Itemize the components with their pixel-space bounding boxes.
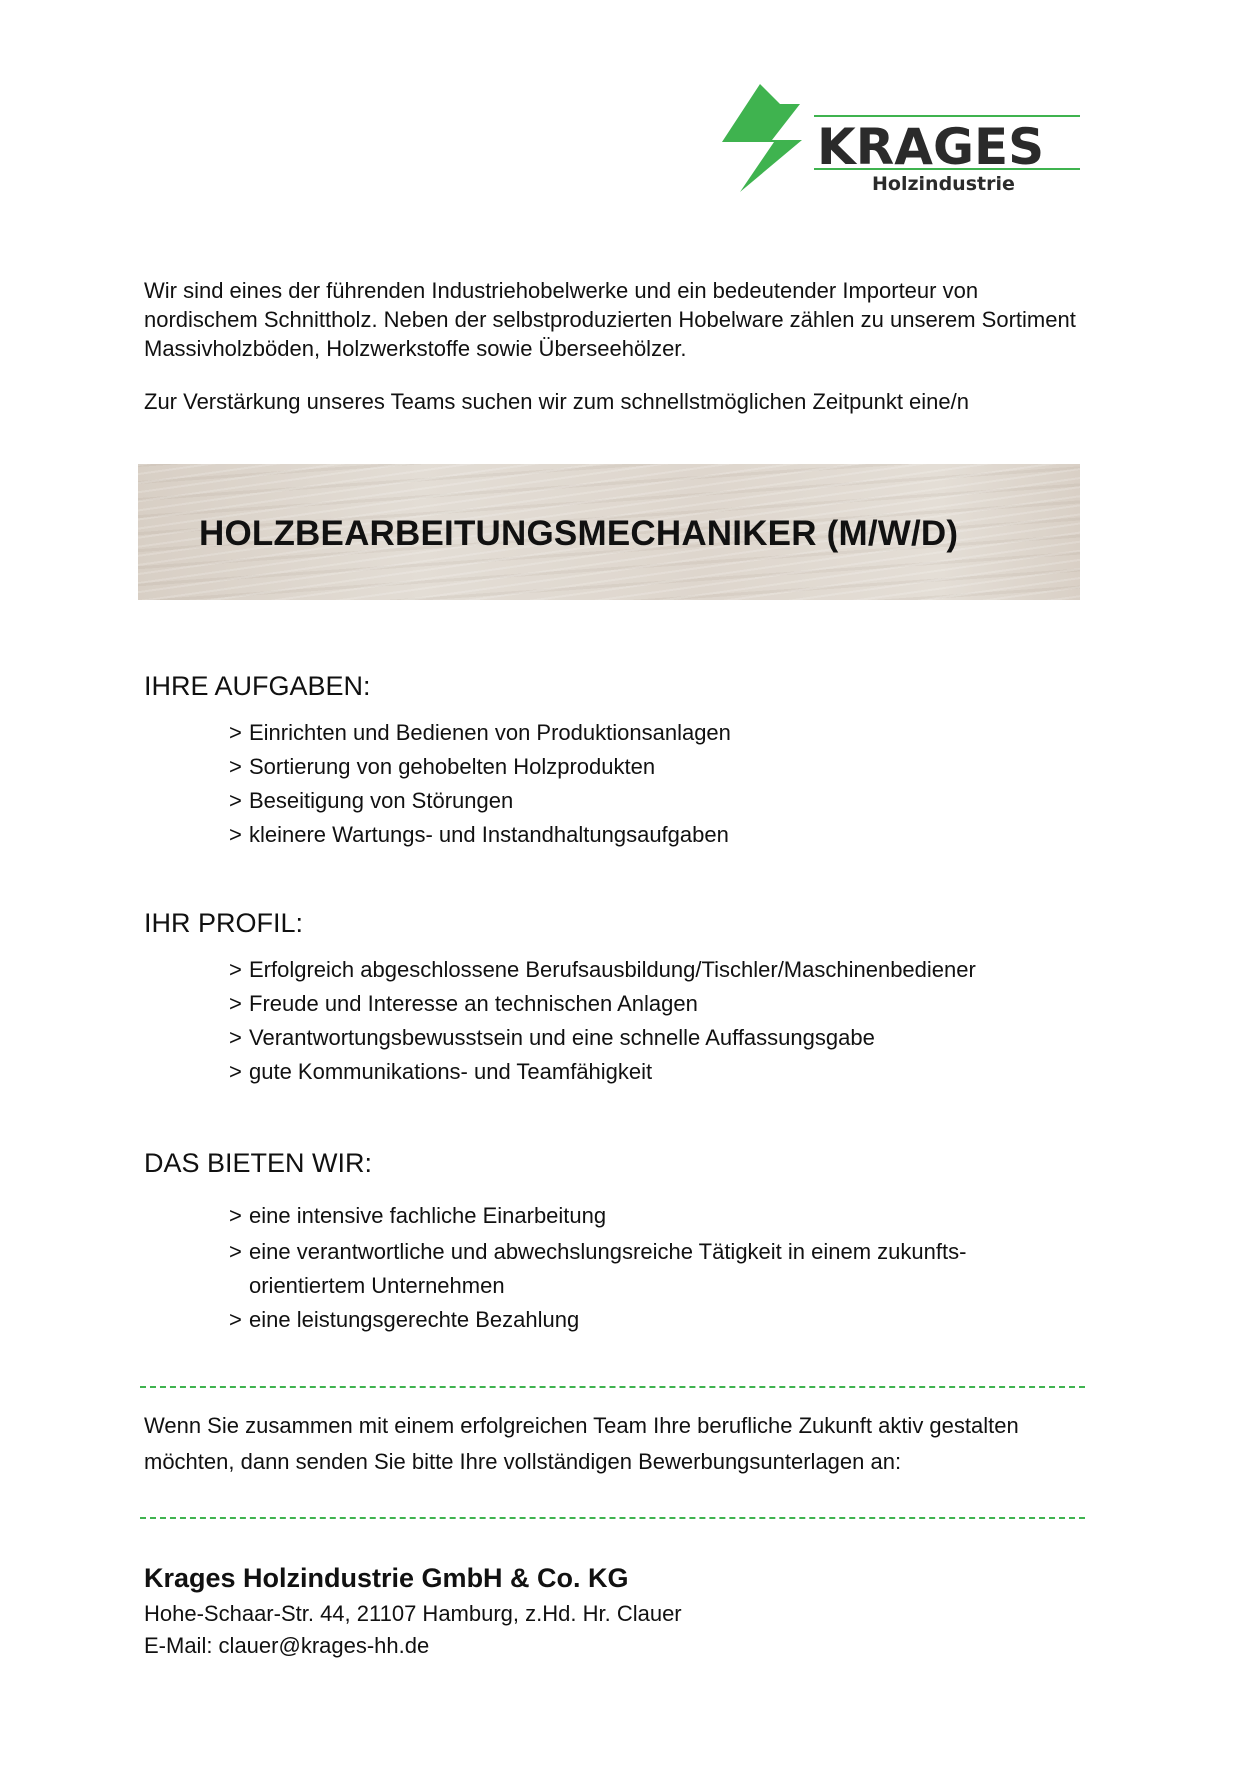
bullet-marker: > <box>229 957 242 982</box>
profile-list <box>229 953 1089 1089</box>
job-title: HOLZBEARBEITUNGSMECHANIKER (M/W/D) <box>199 514 959 553</box>
company-name: Krages Holzindustrie GmbH & Co. KG <box>144 1563 629 1593</box>
company-logo <box>692 82 1082 200</box>
list-item: > eine intensive fachliche Einarbeitung <box>229 1199 1059 1233</box>
krages-logo-mark <box>692 82 1082 200</box>
intro-paragraph-search: Zur Verstärkung unseres Teams suchen wir zum schnellstmöglichen Zeitpunkt eine/n <box>144 389 969 414</box>
list-item: > gute Kommunikations- und Teamfähigkeit <box>229 1055 1089 1089</box>
closing-text: Wenn Sie zusammen mit einem erfolgreichen Team Ihre berufliche Zukunft aktiv gestalten möchten, dann senden Sie bitte Ihre vollständigen Bewerbungsunterlagen an: <box>144 1413 1019 1474</box>
company-address: Hohe-Schaar-Str. 44, 21107 Hamburg, z.Hd. Hr. Clauer <box>144 1601 682 1626</box>
intro-text <box>144 276 1084 440</box>
list-item: > Freude und Interesse an technischen Anlagen <box>229 987 1089 1021</box>
bullet-marker: > <box>229 788 242 813</box>
bullet-marker: > <box>229 1059 242 1084</box>
tasks-list <box>229 716 1089 852</box>
bullet-marker: > <box>229 822 242 847</box>
bullet-marker: > <box>229 754 242 779</box>
logo-brand-text: KRAGES <box>817 118 1045 176</box>
job-title-banner <box>138 464 1080 600</box>
list-item: > Einrichten und Bedienen von Produktionsanlagen <box>229 716 1089 750</box>
bullet-marker: > <box>229 991 242 1016</box>
list-item: > Beseitigung von Störungen <box>229 784 1089 818</box>
list-item: > eine leistungsgerechte Bezahlung <box>229 1303 1059 1337</box>
bullet-marker: > <box>229 1239 242 1264</box>
contact-email: E-Mail: clauer@krages-hh.de <box>144 1633 430 1658</box>
lightning-bolt-icon <box>722 84 802 192</box>
bullet-marker: > <box>229 720 242 745</box>
intro-paragraph-company: Wir sind eines der führenden Industriehobelwerke und ein bedeutender Importeur von nordischem Schnittholz. Neben der selbstproduzierten Hobelware zählen zu unserem Sortiment Massivholzböden, Holzwerkstoffe sowie Überseehölzer. <box>144 278 1076 361</box>
logo-rule-top <box>814 115 1080 117</box>
bullet-marker: > <box>229 1203 242 1228</box>
list-item: > kleinere Wartungs- und Instandhaltungsaufgaben <box>229 818 1089 852</box>
tasks-heading: IHRE AUFGABEN: <box>144 671 371 701</box>
bullet-marker: > <box>229 1307 242 1332</box>
offer-list <box>229 1199 1059 1337</box>
bullet-marker: > <box>229 1025 242 1050</box>
logo-subtitle-text: Holzindustrie <box>872 173 1015 195</box>
divider-bottom <box>140 1517 1085 1519</box>
list-item: > Verantwortungsbewusstsein und eine schnelle Auffassungsgabe <box>229 1021 1089 1055</box>
divider-top <box>140 1386 1085 1388</box>
offer-heading: DAS BIETEN WIR: <box>144 1148 373 1178</box>
list-item: > Sortierung von gehobelten Holzprodukten <box>229 750 1089 784</box>
profile-heading: IHR PROFIL: <box>144 908 304 938</box>
list-item: > eine verantwortliche und abwechslungsreiche Tätigkeit in einem zukunfts- orientiertem Unternehmen <box>229 1235 1059 1303</box>
list-item: > Erfolgreich abgeschlossene Berufsausbildung/Tischler/Maschinenbediener <box>229 953 1089 987</box>
